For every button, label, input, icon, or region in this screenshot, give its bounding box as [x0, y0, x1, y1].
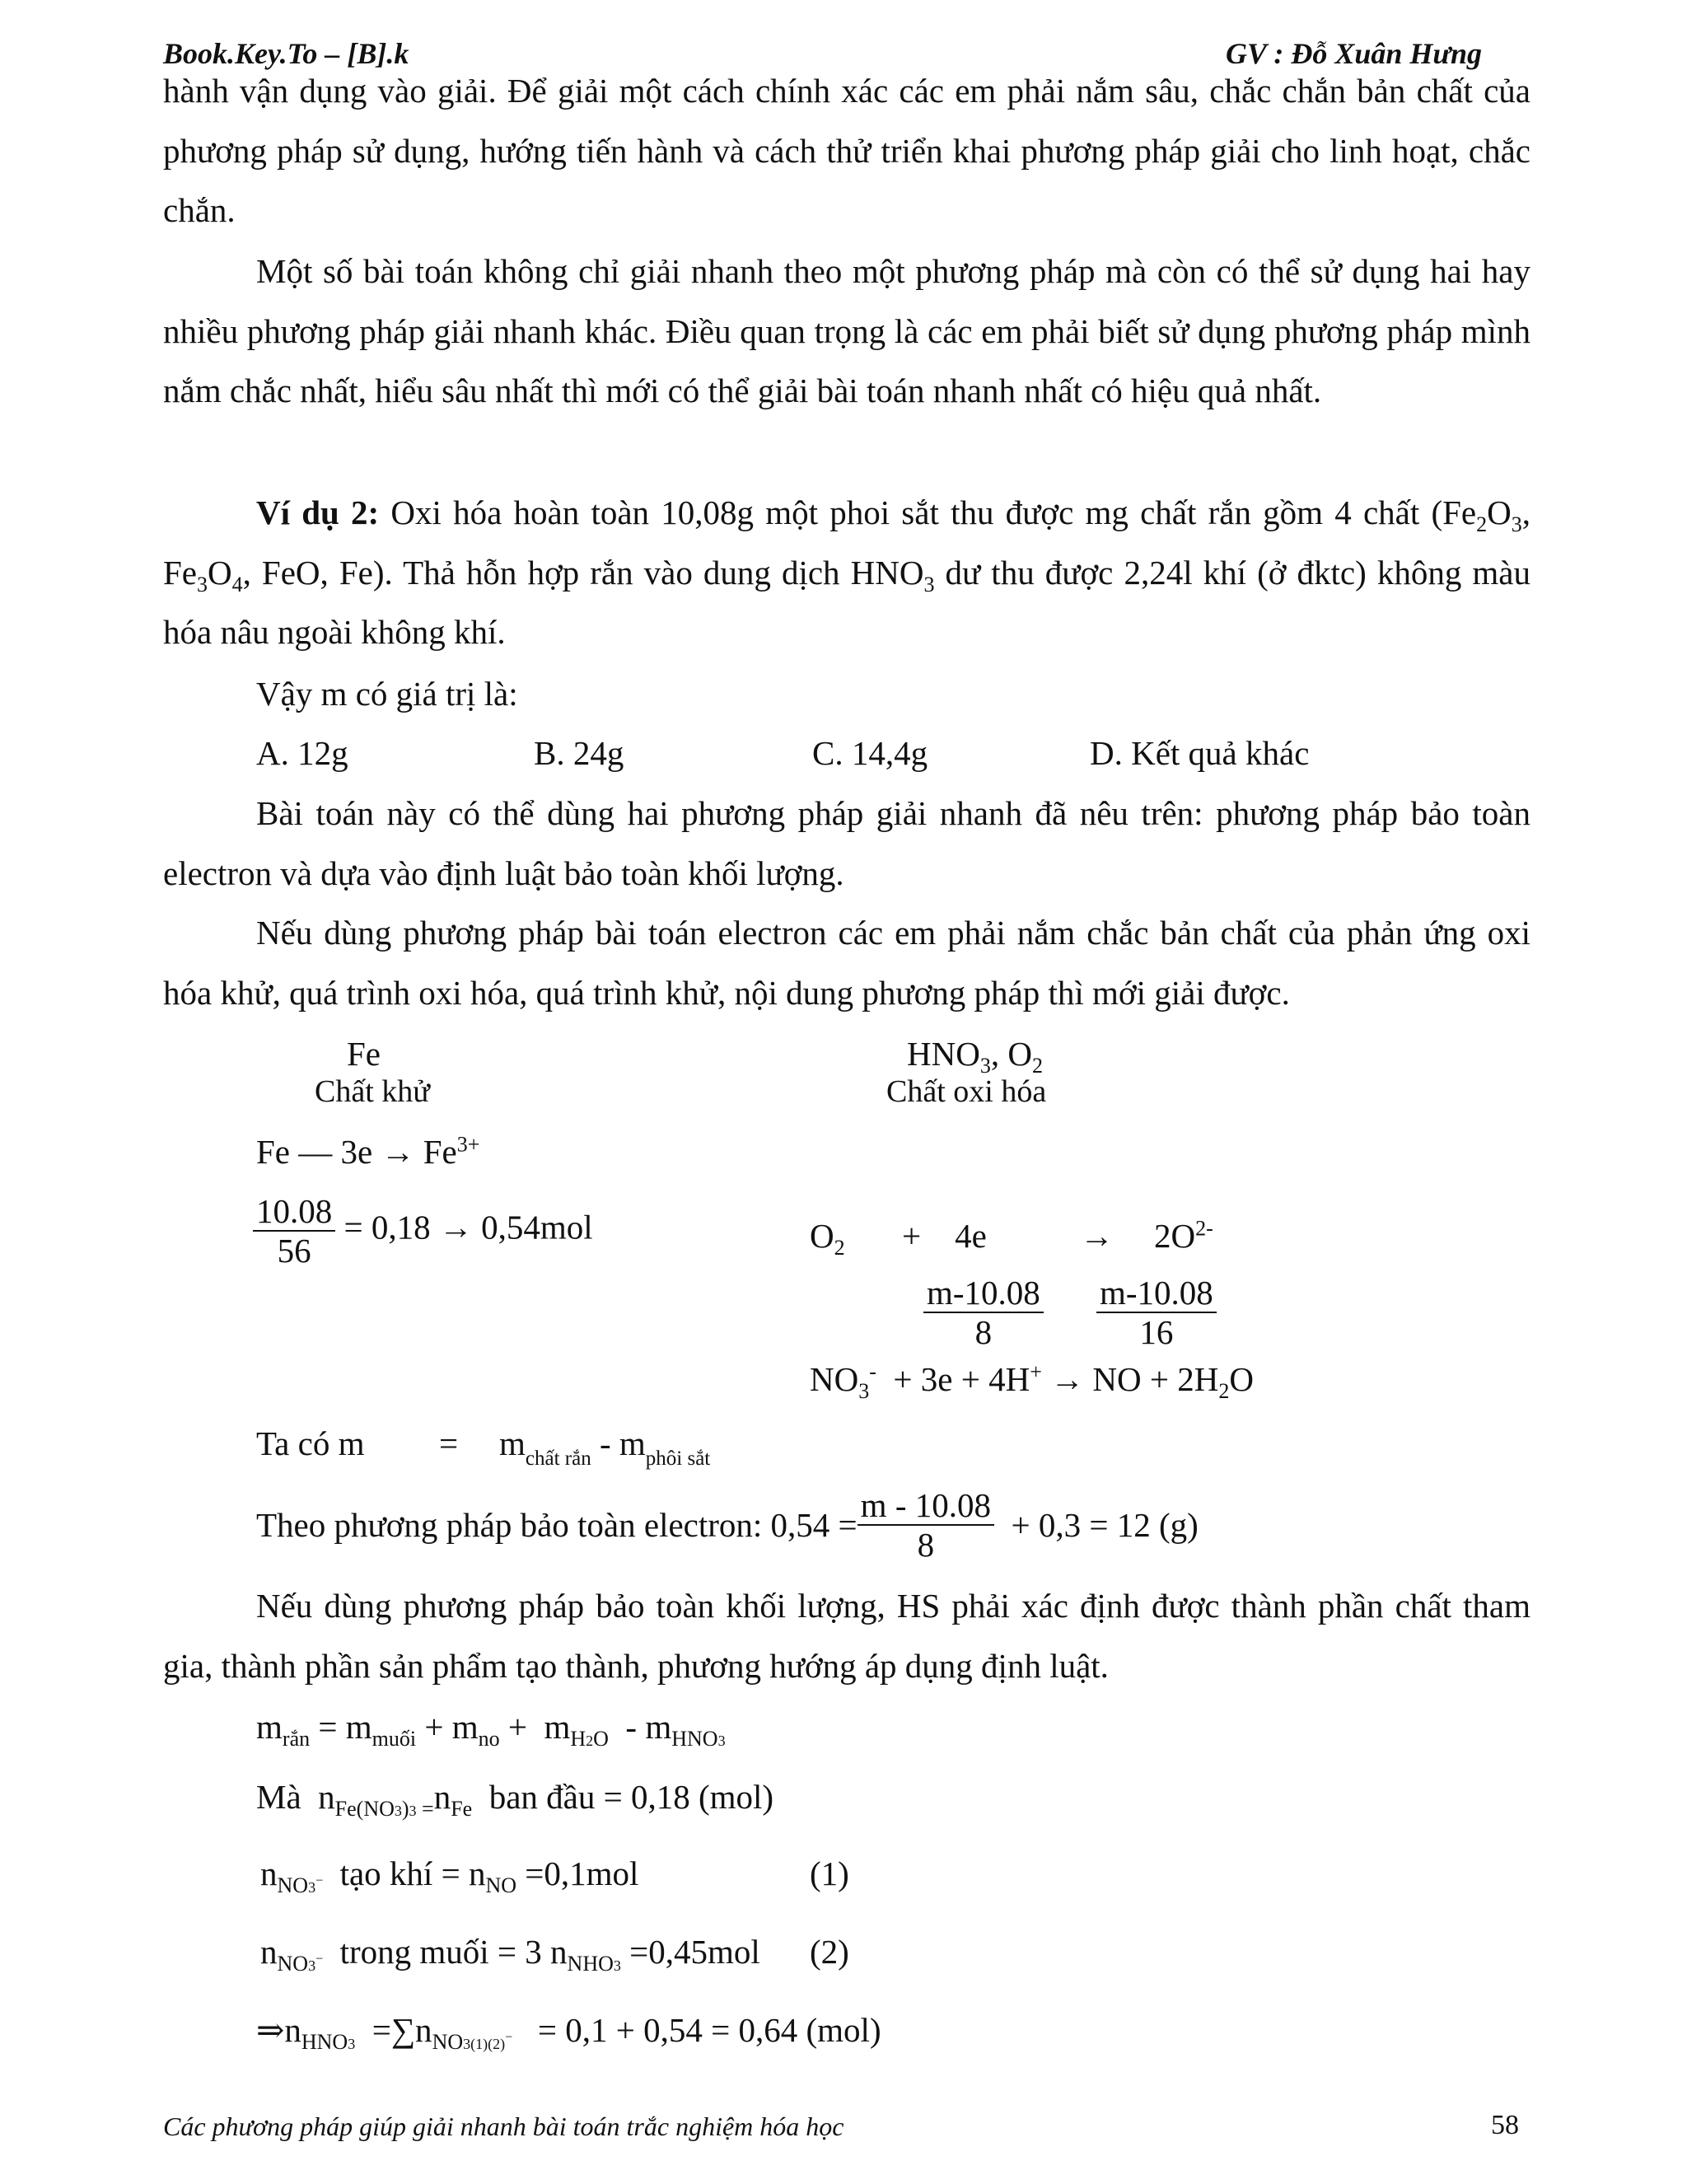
mass-difference: $m_{chất rắn} - m_{phôi sắt}$ — [499, 1424, 711, 1470]
tao-khi-val: =0,1mol — [525, 1854, 639, 1892]
o2-minus-text: 2O — [1154, 1217, 1196, 1255]
footer-title: Các phương pháp giúp giải nhanh bài toán trắc nghiệm hóa học — [163, 2112, 844, 2141]
option-b: B. 24g — [534, 734, 624, 772]
fe-mol-text: = 0,18 → 0,54mol — [343, 1208, 593, 1246]
option-d: D. Kết quả khác — [1090, 734, 1310, 772]
frac3 — [1096, 1274, 1217, 1351]
m-phoi-sat: phôi sắt — [645, 1447, 711, 1470]
m-chat-ran: chất rắn — [525, 1447, 591, 1470]
paragraph-5 — [163, 903, 1530, 1022]
fraction-fe — [253, 1192, 335, 1270]
ban-dau-text: ban đầu = 0,18 (mol) — [488, 1778, 774, 1816]
sub-fe-no3: Fe(NO3)3 = — [334, 1797, 434, 1822]
question-text: Vậy m có giá trị là: — [256, 675, 518, 713]
example-text-b: , Fe — [163, 493, 1530, 592]
paragraph-1 — [163, 61, 1530, 241]
ma-text: Mà — [256, 1778, 301, 1816]
fe-label: Fe — [347, 1035, 381, 1073]
frac2-num: m-10.08 — [923, 1274, 1044, 1313]
tag-1: (1) — [810, 1854, 849, 1892]
reductant-label: Chất khử — [315, 1074, 430, 1109]
fraction-o2 — [923, 1274, 1044, 1351]
header-right: GV : Đỗ Xuân Hưng — [1226, 37, 1482, 70]
example-2-text: Ví dụ 2: Oxi hóa hoàn toàn 10,08g một phoi sắt thu được mg chất rắn gồm 4 chất ($Fe_2O_3$, $Fe_3O_4$, FeO, Fe). Thả hỗn hợp rắn vào dung dịch $HNO_3$ dư thu được 2,24l khí (ở đktc) không màu hóa nâu ngoài không khí. — [163, 493, 1530, 651]
sup-2minus: 2- — [1195, 1216, 1213, 1241]
sub-2: 2 — [1476, 512, 1488, 537]
frac1-num: 10.08 — [253, 1192, 335, 1232]
o2-label — [810, 1216, 845, 1260]
plus-4e: + 4e — [902, 1217, 987, 1255]
paragraph-6-text: Nếu dùng phương pháp bảo toàn khối lượng, HS phải xác định được thành phần chất tham gia, thành phần sản phẩm tạo thành, phương hướng áp dụng định luật. — [163, 1587, 1530, 1685]
sub-3d: 3 — [979, 1054, 991, 1078]
sub-3b: 3 — [197, 572, 208, 596]
no3-eq-text: + 3e + 4H — [893, 1360, 1030, 1398]
sub-2d: 2 — [1218, 1379, 1230, 1404]
sub-3c: 3 — [923, 572, 935, 596]
header-left: Book.Key.To – [B].k — [163, 37, 409, 70]
o2-text: O — [810, 1217, 834, 1255]
sub-2b: 2 — [1031, 1054, 1043, 1078]
ta-co-m: Ta có m — [256, 1424, 365, 1462]
example-text-a: Oxi hóa hoàn toàn 10,08g một phoi sắt thu được mg chất rắn gồm 4 chất (Fe — [379, 493, 1477, 531]
sub-fe: Fe — [451, 1797, 473, 1822]
trong-muoi-text: trong muối = 3 n — [339, 1933, 568, 1971]
fe-mol-equation — [253, 1192, 593, 1270]
arrow: → — [1080, 1217, 1114, 1255]
fe-ox-text: Fe — 3e → Fe — [256, 1133, 457, 1171]
sub-2c: 2 — [834, 1236, 845, 1260]
sub-hno3: HNO3 — [671, 1727, 726, 1751]
option-c: C. 14,4g — [812, 734, 928, 772]
paragraph-4-text: Bài toán này có thể dùng hai phương pháp giải nhanh đã nêu trên: phương pháp bảo toàn electron và dựa vào định luật bảo toàn khối lượng. — [163, 794, 1530, 892]
sub-3: 3 — [1511, 512, 1522, 537]
example-text-d: dư thu được 2,24l khí (ở đktc) không màu hóa nâu ngoài không khí. — [163, 553, 1530, 651]
sub-h2o: H2O — [570, 1727, 609, 1751]
fe-nitrate-eq: Mà $n_{Fe(NO3)3 =}n_{Fe}$ ban đầu = 0,18 (mol) — [256, 1778, 774, 1822]
sum-tail: = 0,1 + 0,54 = 0,64 (mol) — [537, 2011, 881, 2049]
sub-no3-sum: NO3(1)(2)− — [432, 2030, 513, 2055]
fe-oxidation — [256, 1132, 479, 1172]
equals-sign: = — [439, 1424, 459, 1462]
sup-3plus: 3+ — [456, 1132, 480, 1157]
page-number: 58 — [1491, 2110, 1519, 2140]
frac3-num: m-10.08 — [1096, 1274, 1217, 1313]
example-label: Ví dụ 2: — [256, 493, 380, 531]
electron-balance — [256, 1486, 1199, 1564]
oxidant-label: Chất oxi hóa — [886, 1074, 1047, 1109]
paragraph-4 — [163, 783, 1530, 903]
tao-khi-text: tạo khí = n — [339, 1854, 486, 1892]
mass-balance-eq: $m_{rắn} = m_{muối} + m_{no} + m_{H2O} - m_{HNO3}$ — [256, 1708, 726, 1751]
trong-muoi-val: =0,45mol — [629, 1933, 760, 1971]
tag-2: (2) — [810, 1933, 849, 1971]
sup-minus: - — [869, 1359, 876, 1384]
sub-3e: 3 — [858, 1379, 870, 1404]
theo-tail: + 0,3 = 12 (g) — [1011, 1506, 1199, 1544]
sub-muoi: muối — [372, 1727, 417, 1751]
sub-nho3: NHO3 — [567, 1952, 621, 1976]
no3-salt-eq: $n_{NO3^-}$ trong muối = 3 $n_{NHO3} =0,45mol$ — [260, 1933, 760, 1976]
frac3-den: 16 — [1139, 1313, 1174, 1351]
fraction-o2-minus — [1096, 1274, 1217, 1351]
sub-no3-a: NO3− — [277, 1873, 324, 1898]
no3-gas-eq: $n_{NO3^-}$ tạo khí = $n_{NO} =0,1mol$ — [260, 1854, 639, 1898]
paragraph-2-text: Một số bài toán không chỉ giải nhanh theo một phương pháp mà còn có thể sử dụng hai hay nhiều phương pháp giải nhanh khác. Điều quan trọng là các em phải biết sử dụng phương pháp mình nắm chắc nhất, hiểu sâu nhất thì mới có thể giải bài toán nhanh nhất có hiệu quả nhất. — [163, 252, 1530, 409]
frac4-den: 8 — [917, 1526, 935, 1564]
paragraph-1-text: hành vận dụng vào giải. Để giải một cách chính xác các em phải nắm sâu, chắc chắn bản chất của phương pháp sử dụng, hướng tiến hành và cách thử triển khai phương pháp giải cho linh hoạt, chắc chắn. — [163, 72, 1530, 229]
paragraph-6 — [163, 1576, 1530, 1695]
sup-plus: + — [1030, 1359, 1042, 1384]
option-a: A. 12g — [256, 734, 348, 772]
hno3-o2-label: $HNO_3$, $O_2$ — [907, 1035, 1043, 1078]
sub-4: 4 — [231, 572, 243, 596]
o2-minus — [1154, 1216, 1213, 1256]
sub-no: no — [478, 1727, 500, 1751]
fraction-balance — [858, 1486, 994, 1564]
paragraph-5-text: Nếu dùng phương pháp bài toán electron các em phải nắm chắc bản chất của phản ứng oxi hóa khử, quá trình oxi hóa, quá trình khử, nội dung phương pháp thì mới giải được. — [163, 914, 1530, 1012]
sub-no-b: NO — [485, 1873, 517, 1898]
no3-rhs-text: → NO + 2H — [1050, 1360, 1219, 1398]
example-text-c: , FeO, Fe). Thả hỗn hợp rắn vào dung dịch HNO — [242, 553, 924, 592]
example-2 — [163, 483, 1530, 662]
sub-hno3-b: HNO3 — [301, 2030, 356, 2055]
hno3-sum-eq: $\Rightarrow n_{HNO3} =\sum n_{NO3(1)(2)^-}$ = 0,1 + 0,54 = 0,64 (mol) — [256, 2011, 881, 2055]
frac2 — [923, 1274, 1044, 1351]
frac2-den: 8 — [974, 1313, 993, 1351]
paragraph-2 — [163, 241, 1530, 421]
hno3-text: HNO — [907, 1035, 980, 1073]
frac4-num: m - 10.08 — [858, 1486, 994, 1526]
sub-no3-b: NO3− — [277, 1952, 324, 1976]
frac1-den: 56 — [277, 1232, 311, 1270]
no3-equation: $NO_3^- + 3e + 4H^+$ → NO + $2H_2O$ — [810, 1359, 1254, 1404]
sub-ran: rắn — [282, 1727, 311, 1751]
theo-text: Theo phương pháp bảo toàn electron: 0,54 = — [256, 1506, 858, 1544]
